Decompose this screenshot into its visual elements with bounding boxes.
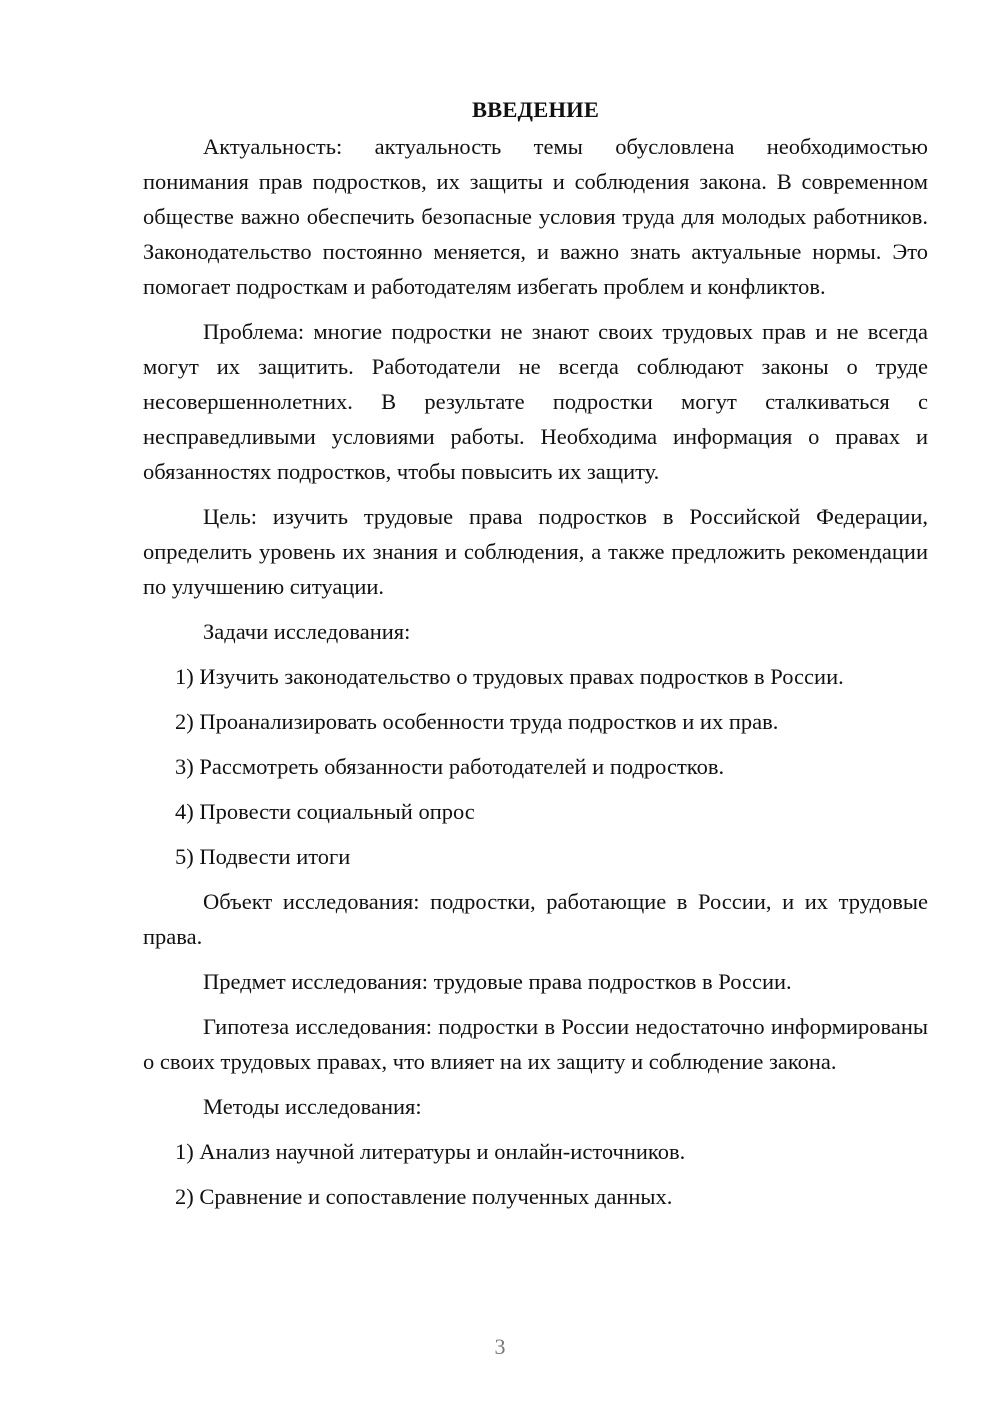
task-item: 5) Подвести итоги [175, 844, 351, 869]
page-content [143, 92, 928, 1224]
method-item: 1) Анализ научной литературы и онлайн-источников. [175, 1139, 686, 1164]
task-item: 2) Проанализировать особенности труда подростков и их прав. [175, 709, 779, 734]
paragraph-subject: Предмет исследования: трудовые права подростков в России. [203, 969, 792, 994]
paragraph-problem: Проблема: многие подростки не знают своих трудовых прав и не всегда могут их защитить. Работодатели не всегда соблюдают законы о труде несовершеннолетних. В результате подростки могут сталкиваться с несправедливыми условиями работы. Необходима информация о правах и обязанностях подростков, чтобы повысить их защиту. [143, 319, 928, 484]
task-item: 1) Изучить законодательство о трудовых правах подростков в России. [175, 664, 844, 689]
methods-heading: Методы исследования: [203, 1094, 422, 1119]
task-item: 3) Рассмотреть обязанности работодателей и подростков. [175, 754, 725, 779]
paragraph-hypothesis: Гипотеза исследования: подростки в России недостаточно информированы о своих трудовых правах, что влияет на их защиту и соблюдение закона. [143, 1014, 928, 1074]
paragraph-object: Объект исследования: подростки, работающие в России, и их трудовые права. [143, 889, 928, 949]
paragraph-goal: Цель: изучить трудовые права подростков в Российской Федерации, определить уровень их знания и соблюдения, а также предложить рекомендации по улучшению ситуации. [143, 504, 928, 599]
task-item: 4) Провести социальный опрос [175, 799, 475, 824]
page-number: 3 [494, 1334, 506, 1359]
section-title: ВВЕДЕНИЕ [471, 97, 600, 122]
tasks-heading: Задачи исследования: [203, 619, 411, 644]
method-item: 2) Сравнение и сопоставление полученных данных. [175, 1184, 673, 1209]
paragraph-relevance: Актуальность: актуальность темы обусловлена необходимостью понимания прав подростков, их защиты и соблюдения закона. В современном обществе важно обеспечить безопасные условия труда для молодых работников. Законодательство постоянно меняется, и важно знать актуальные нормы. Это помогает подросткам и работодателям избегать проблем и конфликтов. [143, 134, 928, 299]
